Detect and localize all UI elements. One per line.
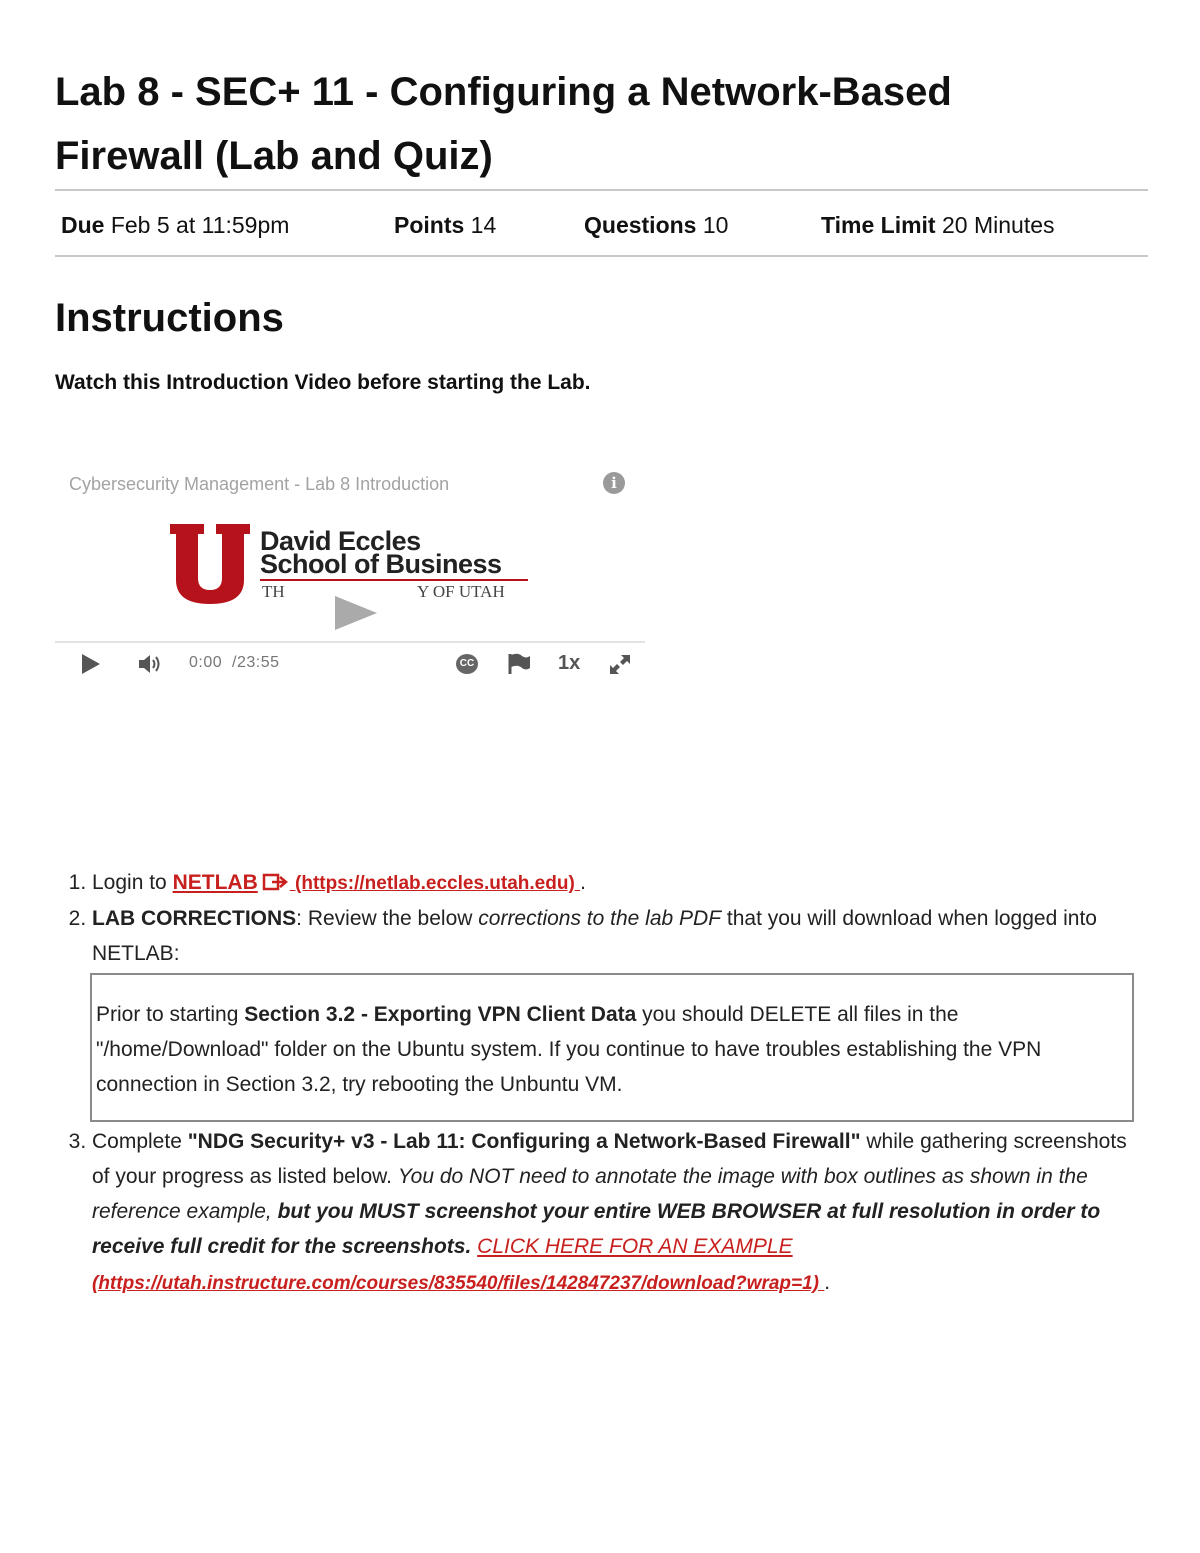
step-italic: corrections to the lab PDF — [478, 907, 722, 930]
due-value: Feb 5 at 11:59pm — [110, 212, 290, 238]
step-text: Login to — [92, 871, 173, 894]
captions-icon[interactable]: CC — [456, 654, 478, 674]
netlab-link[interactable]: NETLAB — [172, 871, 258, 894]
duration: /23:55 — [232, 654, 280, 671]
current-time: 0:00 — [189, 654, 223, 671]
instruction-steps — [55, 865, 1148, 1301]
logo-line-1: David Eccles — [260, 526, 421, 556]
lab-corrections-box — [90, 973, 1134, 1122]
logo-underline — [260, 579, 528, 581]
time-limit-value: 20 Minutes — [942, 212, 1055, 238]
video-player[interactable] — [55, 466, 645, 690]
logo-sub-right: Y OF UTAH — [417, 582, 505, 601]
video-title: Cybersecurity Management - Lab 8 Introduction — [69, 474, 450, 494]
page-title: Lab 8 - SEC+ 11 - Configuring a Network-Based Firewall (Lab and Quiz) — [55, 70, 952, 178]
logo-sub-left: TH — [262, 582, 285, 601]
play-icon[interactable] — [82, 654, 100, 674]
questions-info — [584, 208, 728, 242]
volume-icon[interactable] — [137, 652, 165, 676]
box-bold: Section 3.2 - Exporting VPN Client Data — [244, 1003, 637, 1026]
fullscreen-icon[interactable] — [607, 652, 633, 676]
time-limit-info — [821, 208, 1055, 242]
step-text: . — [580, 871, 586, 894]
university-u-logo-icon — [170, 524, 250, 608]
step-text: . — [824, 1271, 831, 1294]
step-text: : Review the below — [296, 907, 479, 930]
divider — [55, 189, 1148, 191]
info-icon[interactable]: i — [603, 472, 625, 494]
step-text: while gathering screenshots of your progress as listed below. — [92, 1130, 1127, 1188]
step-bold-italic: but you MUST screenshot your entire WEB BROWSER at full resolution in order to receive full credit for the screenshots. — [92, 1200, 1101, 1258]
points-value: 14 — [470, 212, 497, 238]
example-url-link[interactable]: (https://utah.instructure.com/courses/835540/files/142847237/download?wrap=1) — [92, 1273, 825, 1294]
box-text: you should DELETE all files in the "/home/Download" folder on the Ubuntu system. If you continue to have troubles establishing the VPN connection in Section 3.2, try rebooting the Unbuntu VM. — [96, 1003, 1042, 1096]
intro-text: Watch this Introduction Video before starting the Lab. — [55, 371, 591, 394]
big-play-icon[interactable] — [335, 596, 377, 630]
list-item — [92, 1124, 1148, 1301]
box-text: Prior to starting — [96, 1003, 245, 1026]
points-label: Points — [394, 212, 465, 238]
external-link-icon — [262, 872, 290, 892]
questions-value: 10 — [702, 212, 729, 238]
due-info — [61, 208, 289, 242]
list-item — [92, 865, 1148, 901]
logo-line-2: School of Business — [260, 549, 502, 579]
flag-icon[interactable] — [506, 652, 532, 676]
step-italic: You do NOT need to annotate the image with box outlines as shown in the reference example, — [92, 1165, 1088, 1223]
questions-label: Questions — [584, 212, 697, 238]
due-label: Due — [61, 212, 105, 238]
speed-control[interactable]: 1x — [558, 652, 581, 674]
time-limit-label: Time Limit — [821, 212, 936, 238]
step-bold: LAB CORRECTIONS — [92, 907, 297, 930]
instructions-heading: Instructions — [55, 296, 284, 340]
list-item — [92, 901, 1148, 1122]
progress-bar[interactable] — [55, 641, 645, 643]
points-info — [394, 208, 496, 242]
netlab-url-link[interactable]: (https://netlab.eccles.utah.edu) — [289, 873, 581, 894]
step-text: that you will download when logged into NETLAB: — [92, 907, 1097, 965]
step-text: Complete — [92, 1130, 188, 1153]
divider — [55, 255, 1148, 257]
step-bold: "NDG Security+ v3 - Lab 11: Configuring a Network-Based Firewall" — [187, 1130, 861, 1153]
example-link[interactable]: CLICK HERE FOR AN EXAMPLE — [477, 1235, 793, 1258]
time-display — [189, 654, 280, 672]
